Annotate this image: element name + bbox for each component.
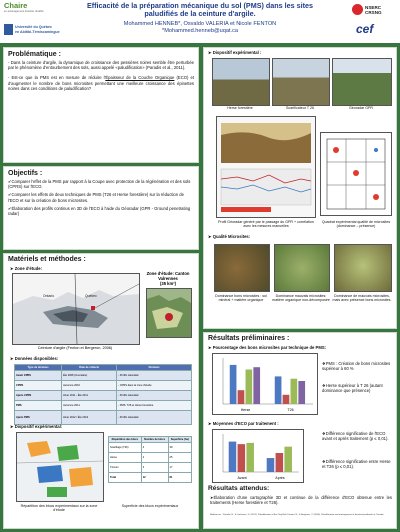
table-row [15, 411, 192, 425]
superficie-table-grid [108, 436, 192, 483]
qualite-caption-1: Dominance bons microsites : sol minéral + matière organique [215, 294, 267, 303]
problematique-title: Problématique : [8, 51, 61, 58]
table-cell: Scarifiage (T26) [109, 443, 142, 453]
eco-result-1-text: Différence significative de l'ECO avant et après traitement (p ≤ 0,01). [322, 431, 389, 442]
table-cell: PMS [15, 401, 62, 411]
pct-label-text: Pourcentage des bons microsites par technique de PMS: [212, 345, 327, 350]
table-cell: 4 [141, 453, 168, 463]
objectif-item: ✔Comparer l'effet de la PMS par rapport à la Coupe avec protection de la régénération et des sols (CPRS) sur l'ECO. [8, 179, 191, 190]
zone-detail-box [144, 271, 192, 341]
eco-label-text: Moyennes d'ECO par traitement : [212, 421, 279, 426]
table-cell: 4 [141, 443, 168, 453]
chart-eco [212, 429, 304, 483]
chart-category-label: T26 [287, 408, 294, 412]
problematique-p2-start: - Est-ce que la PMS est en mesure de réduire l' [8, 75, 106, 81]
table-cell: Hiver 2011 - Été 2011 [62, 391, 117, 401]
chart-bar [284, 447, 292, 472]
donnees-table-grid [14, 364, 192, 425]
objectif-text: Comparer l'effet de la PMS par rapport à la Coupe avec protection de la régénération et des sols (CPRS) sur l'ECO. [8, 179, 191, 190]
right-dispositif-label-text: Dispositif expérimental : [212, 50, 262, 55]
chart-bar [283, 395, 290, 404]
problematique-paragraph-2 [8, 75, 194, 91]
georadar-profile-figure [216, 116, 316, 218]
photo-mauvais-microsites [274, 244, 330, 292]
eco-label: ➤ Moyennes d'ECO par traitement : [208, 421, 279, 426]
authors-names: Mohammed HENNEB*, Osvaldo VALERIA et Nicole FENTON [123, 21, 277, 27]
chart-bar [246, 443, 254, 472]
resultats-panel [203, 332, 397, 529]
zone-label-text: Zone d'étude: [14, 266, 42, 271]
photo-bons-microsites [214, 244, 270, 292]
map-graphic [13, 274, 139, 344]
uqat-emblem-icon [4, 24, 13, 35]
pct-result-1: ❖PMS : Création de bons microsites supérieur à 60 % [322, 361, 391, 372]
pct-result-2: ❖Herse supérieur à T 26 (autant dominance que présence) [322, 383, 383, 394]
chart-bar [298, 381, 305, 404]
uqat-line1: Université du Québec [15, 25, 52, 29]
chart-bar [238, 444, 246, 472]
map-label-ontario: Ontario [43, 294, 55, 298]
quadrat-graphic [321, 133, 391, 215]
qualite-caption-2: Dominance mauvais microsites: matière organique non-décomposée [272, 294, 330, 303]
map-label-quebec: Québec [85, 294, 97, 298]
attendus-title: Résultats attendus: [208, 485, 270, 492]
table-row [15, 381, 192, 391]
qualite-caption-3: Dominance de mauvais microsites, mais avec présence bons microsites. [332, 294, 392, 303]
table-cell: Témoin [109, 463, 142, 473]
attendus-text-content: Élaboration d'une cartographie 3D et continue de la différence d'ECO obtenue entre les traitements (Herse forestière et T26). [210, 495, 392, 506]
superficie-table [108, 436, 192, 483]
table-cell: Automne 2011 [62, 401, 117, 411]
chart-bar [275, 376, 282, 404]
table-cell: Après CPRS [15, 391, 62, 401]
zone-detail-image [146, 288, 192, 338]
dispositif-panel [203, 47, 397, 329]
study-area-map [12, 273, 140, 345]
problematique-p2-underlined: Épaisseur de la Couche Organique [105, 75, 175, 81]
problematique-panel [3, 47, 199, 163]
table-cell: - CPRS dans la zone d'étude [117, 381, 192, 391]
table-cell: - Profils Géoradar [117, 391, 192, 401]
objectifs-panel [3, 166, 199, 250]
chart-bons-microsites [212, 353, 318, 415]
poster-authors [70, 21, 330, 34]
table-cell: CPRS [15, 381, 62, 391]
table-row [15, 371, 192, 381]
nserc-text: NSERC CRSNG [365, 5, 382, 15]
table-cell: Hiver 2012 / Été 2012 [62, 411, 117, 425]
uqat-logo [4, 23, 64, 39]
table-header-cell: Répartition des blocs [109, 437, 142, 443]
zone-box-area: (35 km²) [159, 281, 177, 286]
chart-bar [291, 379, 298, 404]
zone-detail-graphic [147, 289, 191, 337]
chart-category-label: Après [275, 476, 285, 480]
table-cell: Après PMS [15, 411, 62, 425]
photo-t26 [272, 58, 330, 106]
donnees-label: ➤ Données disponibles: [10, 356, 59, 361]
table-cell: - PMS: T26 et Herse forestière [117, 401, 192, 411]
table-cell: - Profils Géoradar [117, 411, 192, 425]
photo-caption-georadar: Géoradar GPR [349, 106, 373, 110]
uqat-line2: en Abitibi-Témiscamingue [15, 30, 60, 34]
dispositif-label: ➤ Dispositif expérimental: [10, 424, 63, 429]
chart-bar [267, 458, 275, 472]
pct-label: ➤ Pourcentage des bons microsites par technique de PMS: [208, 345, 327, 350]
nserc-logo [352, 3, 394, 19]
photo-herse [212, 58, 270, 106]
chaire-logo-subtext: en aménagement forestier durable [4, 10, 44, 13]
map-caption: Ceinture d'argile (Fenton et Bergeron, 2006) [37, 346, 113, 350]
table-cell: 17 [168, 463, 191, 473]
table-cell: 4 [141, 463, 168, 473]
photo-presence-bons [334, 244, 392, 292]
superficie-caption: Superficie des blocs expérimentaux [121, 504, 179, 508]
photo-caption-t26: Scarificateur T 26 [285, 106, 315, 110]
table-cell: 39 [168, 443, 191, 453]
problematique-p2-end: (ECO) et d'augmenter le nombre de bons microsites permettant une meilleure croissance des épinettes noires dans ces conditions de paludification? [8, 75, 194, 91]
materiels-title: Matériels et méthodes : [8, 256, 86, 263]
table-cell: - Profils Géoradar [117, 371, 192, 381]
materiels-panel [3, 253, 199, 529]
table-cell: Automne 2010 [62, 381, 117, 391]
quadrat-figure [320, 132, 392, 216]
cef-text: cef [356, 22, 374, 36]
chart-category-label: Avant [237, 476, 247, 480]
table-row [15, 391, 192, 401]
table-cell: 81 [168, 473, 191, 483]
qualite-label: ➤ Qualité Microsites: [208, 234, 251, 239]
blocs-caption: Répartition des blocs expérimentaux sur la zone d'étude [20, 504, 98, 513]
chaire-logo [4, 2, 48, 20]
objectif-item: ✔Comparer les effets de deux techniques de PMS (T26 et Herse forestière) sur la réduction de l'ECO et sur la création de bons microsites. [8, 192, 184, 203]
nserc-emblem-icon [352, 4, 363, 15]
table-cell: 25 [168, 453, 191, 463]
photo-caption-herse: Herse forestière [227, 106, 253, 110]
table-header-cell: Données [117, 365, 192, 371]
chart-bar [253, 367, 260, 404]
objectif-item: ✔Élaboration des profils continus en 3D de l'ECO à l'aide du Géoradar (GPR - Ground penetrating radar) [8, 205, 191, 217]
chart-bar [230, 365, 237, 404]
table-row [109, 473, 192, 483]
table-cell: Herse [109, 453, 142, 463]
table-row [109, 463, 192, 473]
zone-box-title: Zone d'étude: Canton Valrennes [146, 271, 190, 281]
objectif-text: Élaboration des profils continus en 3D de l'ECO à l'aide du Géoradar (GPR - Ground penetrating radar) [8, 205, 191, 217]
poster-title: Efficacité de la préparation mécanique du sol (PMS) dans les sites paludifiés de la ceinture d'argile. [86, 1, 314, 19]
attendus-text: ➤Élaboration d'une cartographie 3D et continue de la différence d'ECO obtenue entre les traitements (Herse forestière et T26). [210, 495, 392, 506]
resultats-title: Résultats préliminaires : [208, 335, 290, 342]
chart-bons-microsites-svg [213, 354, 317, 414]
poster-header [0, 0, 400, 43]
table-cell: Avant CPRS [15, 371, 62, 381]
objectifs-title: Objectifs : [8, 170, 43, 177]
problematique-paragraph-1: - Dans la ceinture d'argile, la dynamique de croissance des pessières noires semble être perturbée par le phénomène d'entourbement des sols, aussi appelé «paludification» (Paradis et al., 2011). [8, 60, 194, 71]
table-row [109, 443, 192, 453]
georadar-profile-graphic [217, 117, 315, 217]
chart-bar [276, 453, 284, 472]
chart-bar [238, 390, 245, 404]
chart-bar [229, 442, 237, 472]
donnees-table [14, 364, 192, 425]
pct-result-1-text: PMS : Création de bons microsites supérieur à 60 % [322, 361, 391, 372]
qualite-label-text: Qualité Microsites: [212, 234, 251, 239]
table-row [15, 401, 192, 411]
table-cell: Été 2008 (Inventaire) [62, 371, 117, 381]
authors-email: *Mohammed.henneb@uqat.ca [162, 27, 238, 34]
table-header-cell: Type de données [15, 365, 62, 371]
table-header-cell: Date de collecte [62, 365, 117, 371]
right-dispositif-label: ➤ Dispositif expérimental : [208, 50, 262, 55]
eco-result-2: ❖Différence significative entre Herse et T26 (p ≤ 0,01). [322, 459, 391, 470]
table-header-cell: Nombre de blocs [141, 437, 168, 443]
dispositif-label-text: Dispositif expérimental: [14, 424, 63, 429]
objectif-text: Comparer les effets de deux techniques de PMS (T26 et Herse forestière) sur la réduction de l'ECO et sur la création de bons microsites. [8, 192, 184, 203]
table-cell: 12 [141, 473, 168, 483]
references: Références : Paradis, E., & Lachance, D. (2011). Paludification of the Clay Belt. Fenton, N., & Bergeron, Y. (2006). Paludification and management of forested peatlands in Canada. [210, 514, 385, 516]
zone-label: ➤ Zone d'étude: [10, 266, 42, 271]
profil-caption: Profil Géoradar généré par le passage du GPR + corrélation avec les mesures manuelles [218, 220, 314, 229]
blocs-map [16, 432, 104, 502]
table-header-cell: Superficie (ha) [168, 437, 191, 443]
donnees-label-text: Données disponibles: [14, 356, 59, 361]
table-cell: Total [109, 473, 142, 483]
chart-bar [246, 370, 253, 405]
chart-category-label: Herse [240, 408, 251, 412]
blocs-map-graphic [17, 433, 103, 501]
eco-result-1: ❖Différence significative de l'ECO avant et après traitement (p ≤ 0,01). [322, 431, 389, 442]
eco-result-2-text: Différence significative entre Herse et T26 (p ≤ 0,01). [322, 459, 391, 470]
chaire-logo-text: Chaire [4, 1, 28, 10]
pct-result-2-text: Herse supérieur à T 26 (autant dominance que présence) [322, 383, 383, 394]
cef-logo [356, 22, 394, 38]
table-row [109, 453, 192, 463]
chart-eco-svg [213, 430, 303, 482]
quadrat-caption: Quadrat expérimental qualité de microsites (dominance – présence) [321, 220, 391, 229]
photo-georadar [332, 58, 392, 106]
